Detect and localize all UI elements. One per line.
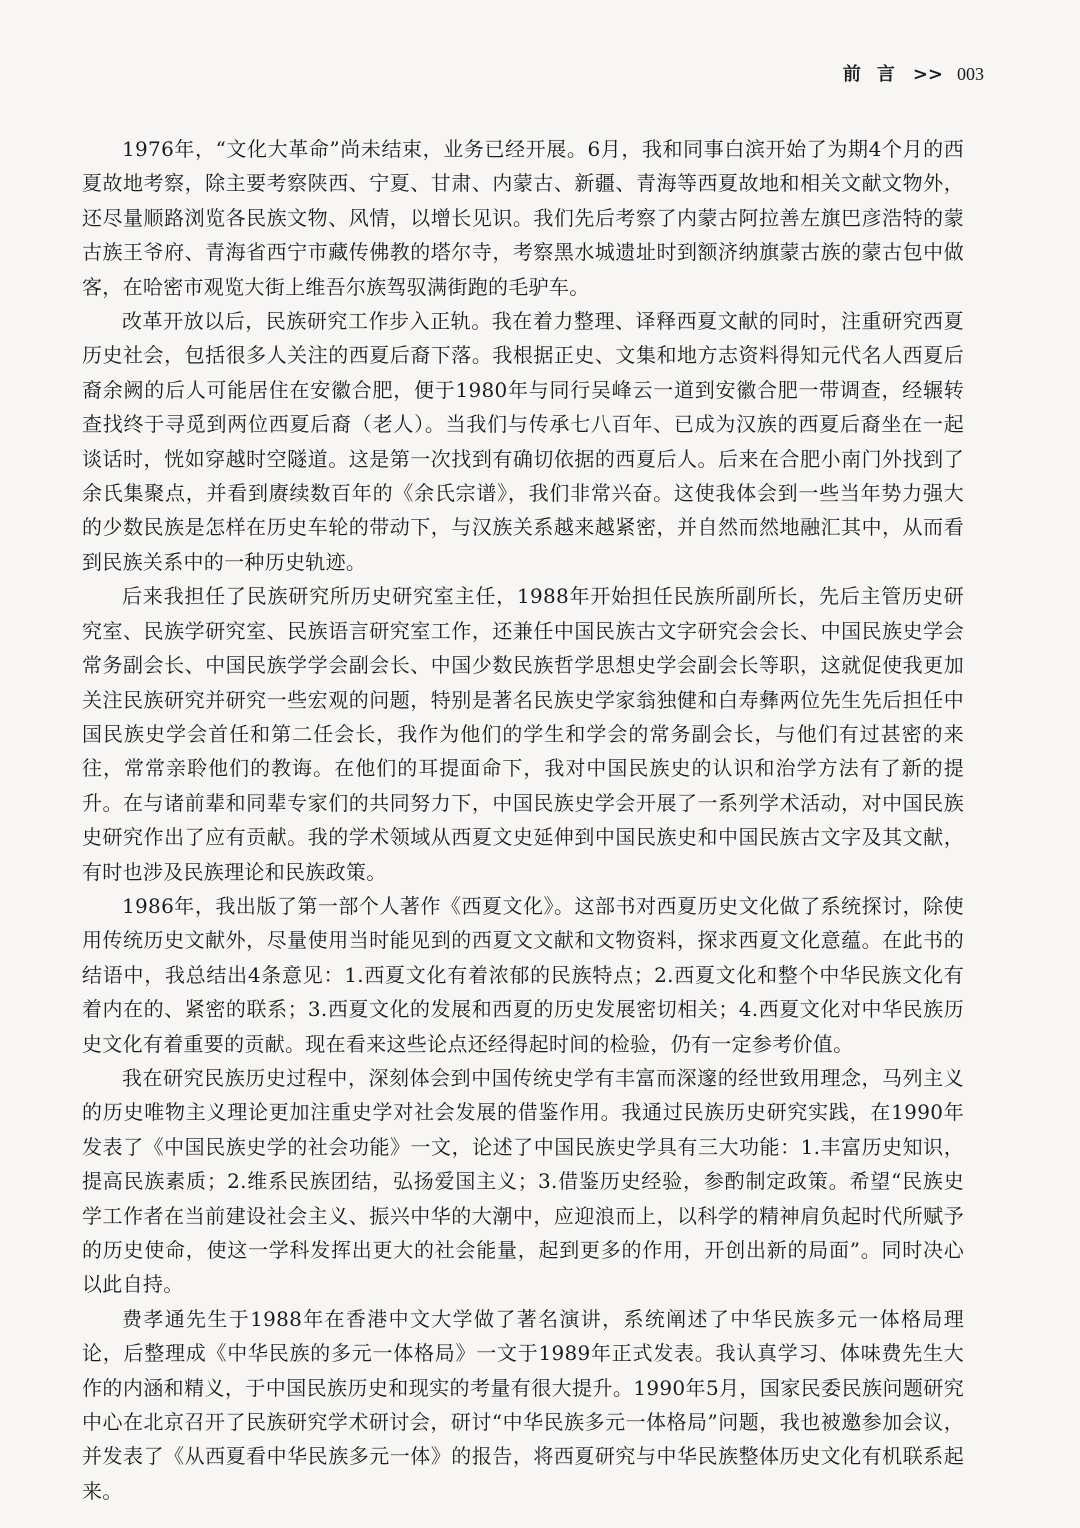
- paragraph-1: 1976年，“文化大革命”尚未结束，业务已经开展。6月，我和同事白滨开始了为期4个月的西夏故地考察，除主要考察陕西、宁夏、甘肃、内蒙古、新疆、青海等西夏故地和相关文献文物外，还尽量顺路浏览各民族文物、风情，以增长见识。我们先后考察了内蒙古阿拉善左旗巴彦浩特的蒙古族王爷府、青海省西宁市藏传佛教的塔尔寺，考察黑水城遗址时到额济纳旗蒙古族的蒙古包中做客，在哈密市观览大街上维吾尔族驾驭满街跑的毛驴车。: [82, 137, 964, 299]
- paragraph-2: 改革开放以后，民族研究工作步入正轨。我在着力整理、译释西夏文献的同时，注重研究西夏历史社会，包括很多人关注的西夏后裔下落。我根据正史、文集和地方志资料得知元代名人西夏后裔余阙的后人可能居住在安徽合肥，便于1980年与同行吴峰云一道到安徽合肥一带调查，经辗转查找终于寻觅到两位西夏后裔（老人）。当我们与传承七八百年、已成为汉族的西夏后裔坐在一起谈话时，恍如穿越时空隧道。这是第一次找到有确切依据的西夏后人。后来在合肥小南门外找到了余氏集聚点，并看到赓续数百年的《余氏宗谱》，我们非常兴奋。这使我体会到一些当年势力强大的少数民族是怎样在历史车轮的带动下，与汉族关系越来越紧密，并自然而然地融汇其中，从而看到民族关系中的一种历史轨迹。: [82, 309, 964, 574]
- paragraph-3: 后来我担任了民族研究所历史研究室主任，1988年开始担任民族所副所长，先后主管历史研究室、民族学研究室、民族语言研究室工作，还兼任中国民族古文字研究会会长、中国民族史学会常务副会长、中国民族学学会副会长、中国少数民族哲学思想史学会副会长等职，这就促使我更加关注民族研究并研究一些宏观的问题，特别是著名民族史学家翁独健和白寿彝两位先生先后担任中国民族史学会首任和第二任会长，我作为他们的学生和学会的常务副会长，与他们有过甚密的来往，常常亲聆他们的教诲。在他们的耳提面命下，我对中国民族史的认识和治学方法有了新的提升。在与诸前辈和同辈专家们的共同努力下，中国民族史学会开展了一系列学术活动，对中国民族史研究作出了应有贡献。我的学术领域从西夏文史延伸到中国民族史和中国民族古文字及其文献，有时也涉及民族理论和民族政策。: [82, 584, 964, 884]
- running-header: [843, 60, 984, 86]
- header-separator: >>: [912, 64, 943, 85]
- section-title: 前言: [842, 64, 911, 85]
- body-text: [82, 132, 964, 1508]
- paragraph-6: 费孝通先生于1988年在香港中文大学做了著名演讲，系统阐述了中华民族多元一体格局理论，后整理成《中华民族的多元一体格局》一文于1989年正式发表。我认真学习、体味费先生大作的内涵和精义，于中国民族历史和现实的考量有很大提升。1990年5月，国家民委民族问题研究中心在北京召开了民族研究学术研讨会，研讨“中华民族多元一体格局”问题，我也被邀参加会议，并发表了《从西夏看中华民族多元一体》的报告，将西夏研究与中华民族整体历史文化有机联系起来。: [82, 1306, 964, 1503]
- paragraph-4: 1986年，我出版了第一部个人著作《西夏文化》。这部书对西夏历史文化做了系统探讨，除使用传统历史文献外，尽量使用当时能见到的西夏文文献和文物资料，探求西夏文化意蕴。在此书的结语中，我总结出4条意见：1.西夏文化有着浓郁的民族特点；2.西夏文化和整个中华民族文化有着内在的、紧密的联系；3.西夏文化的发展和西夏的历史发展密切相关；4.西夏文化对中华民族历史文化有着重要的贡献。现在看来这些论点还经得起时间的检验，仍有一定参考价值。: [82, 893, 964, 1056]
- page-number: 003: [957, 64, 984, 84]
- paragraph-5: 我在研究民族历史过程中，深刻体会到中国传统史学有丰富而深邃的经世致用理念，马列主义的历史唯物主义理论更加注重史学对社会发展的借鉴作用。我通过民族历史研究实践，在1990年发表了《中国民族史学的社会功能》一文，论述了中国民族史学具有三大功能：1.丰富历史知识，提高民族素质；2.维系民族团结，弘扬爱国主义；3.借鉴历史经验，参酌制定政策。希望“民族史学工作者在当前建设社会主义、振兴中华的大潮中，应迎浪而上，以科学的精神肩负起时代所赋予的历史使命，使这一学科发挥出更大的社会能量，起到更多的作用，开创出新的局面”。同时决心以此自持。: [82, 1065, 964, 1297]
